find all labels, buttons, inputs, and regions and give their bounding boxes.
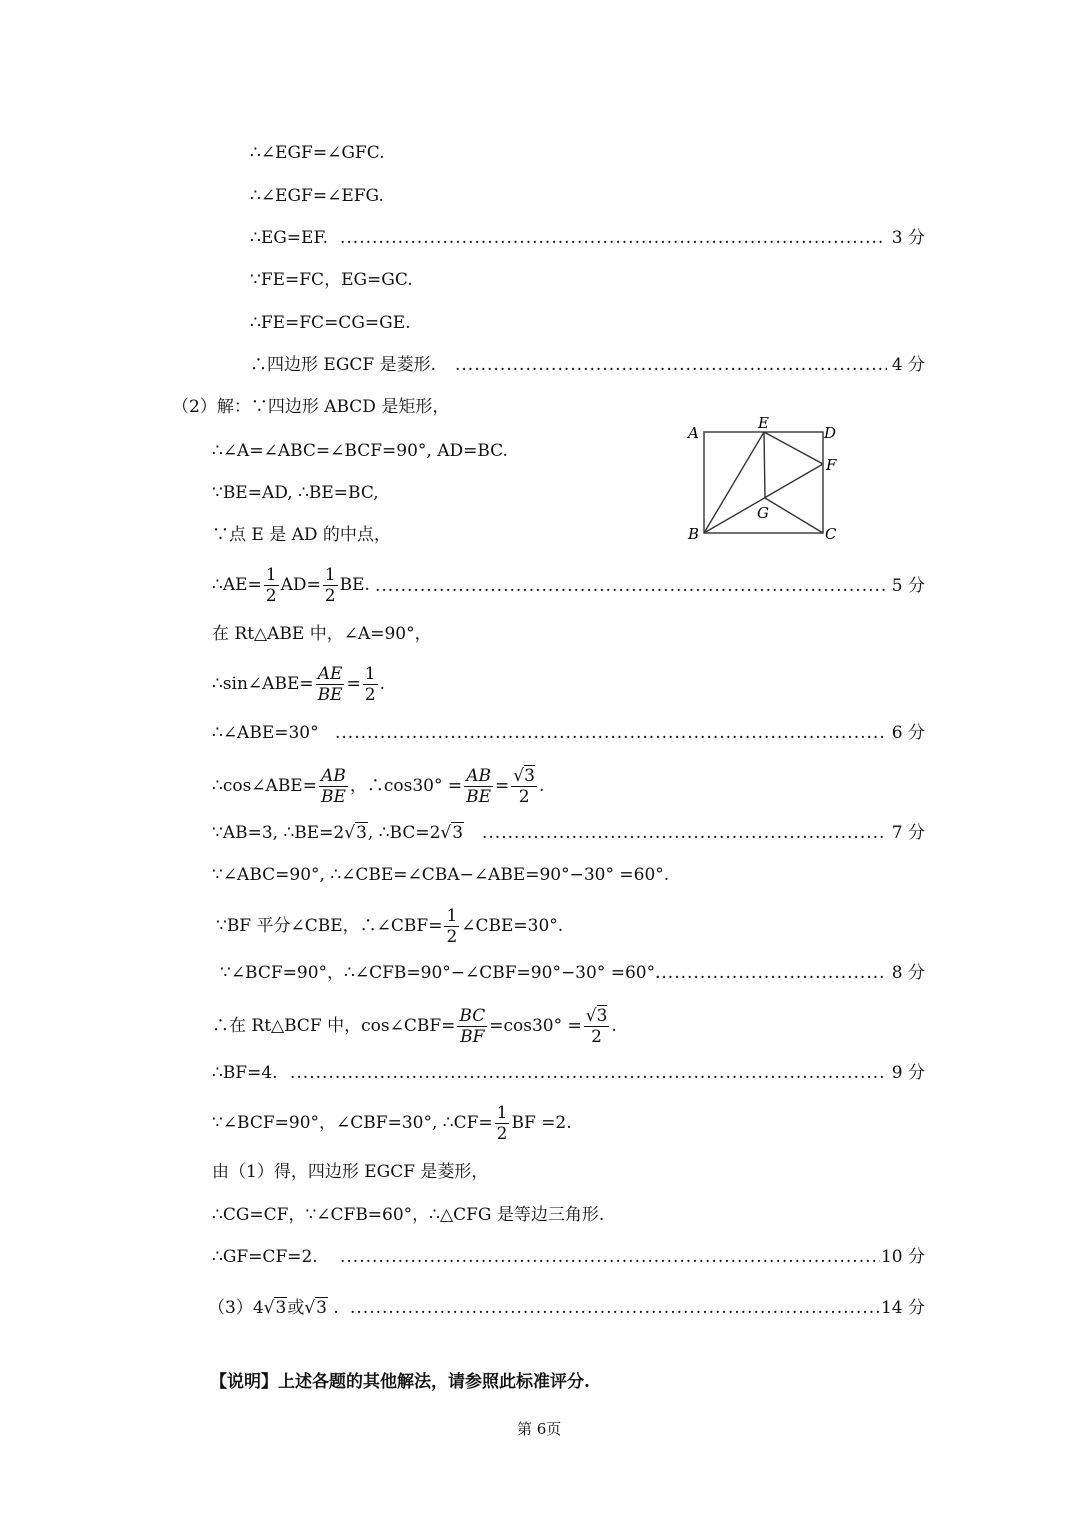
score-8: 8 分 <box>891 963 925 983</box>
score-9: 9 分 <box>891 1063 925 1083</box>
proof-line: ∴FE=FC=CG=GE. <box>250 313 411 333</box>
leader-dots <box>340 226 885 250</box>
page-number: 第 6页 <box>517 1420 562 1438</box>
proof-line: ∵点 E 是 AD 的中点， <box>212 525 391 545</box>
leader-dots <box>482 821 887 845</box>
score-3: 3 分 <box>891 228 925 248</box>
proof-line: ∴∠EGF=∠GFC. <box>250 143 385 163</box>
proof-line: ∴CG=CF，∵∠CFB=60°，∴△CFG 是等边三角形. <box>212 1205 605 1225</box>
proof-line: ∴GF=CF=2. <box>212 1247 318 1267</box>
score-5: 5 分 <box>891 576 925 596</box>
proof-line: ∵∠BCF=90°，∠CBF=30°, ∴CF= $\frac{1}{2}$ BF =2. <box>212 1103 572 1144</box>
scoring-note: 【说明】上述各题的其他解法，请参照此标准评分. <box>210 1372 590 1392</box>
score-14: 14 分 <box>880 1298 925 1318</box>
leader-dots <box>340 1245 880 1269</box>
proof-line: ∴AE= $\frac{1}{2}$ AD= $\frac{1}{2}$ BE. <box>212 565 370 606</box>
proof-line: 在 Rt△ABE 中，∠A=90°， <box>212 624 432 644</box>
proof-line: ∴∠A=∠ABC=∠BCF=90°, AD=BC. <box>212 441 508 461</box>
label-D: D <box>824 424 837 442</box>
rectangle-figure <box>680 414 850 550</box>
proof-line: ∴∠EGF=∠EFG. <box>250 186 384 206</box>
proof-line: ∵AB=3, ∴BE=2√3, ∴BC=2√3 <box>212 823 464 843</box>
proof-line: ∵∠ABC=90°, ∴∠CBE=∠CBA−∠ABE=90°−30° =60°. <box>212 865 670 885</box>
label-C: C <box>825 525 837 543</box>
leader-dots <box>455 353 887 377</box>
leader-dots <box>375 574 885 598</box>
proof-line: ∴sin∠ABE= $\frac{AE}{BE}$ = $\frac{1}{2}$ . <box>212 664 385 705</box>
part3-answer: （3）4√3或√3 . <box>208 1298 339 1318</box>
leader-dots <box>350 1296 880 1320</box>
label-G: G <box>757 504 769 522</box>
proof-line: ∴四边形 EGCF 是菱形. <box>250 355 437 375</box>
proof-line: 由（1）得，四边形 EGCF 是菱形， <box>212 1162 489 1182</box>
score-6: 6 分 <box>891 723 925 743</box>
proof-line: ∴cos∠ABE= $\frac{AB}{BE}$ ，∴cos30° = $\frac{AB}{BE}$ = $\frac{√3}{2}$ . <box>212 766 545 807</box>
label-E: E <box>758 414 769 432</box>
leader-dots <box>290 1061 887 1085</box>
proof-line: ∵BF 平分∠CBE，∴∠CBF= $\frac{1}{2}$ ∠CBE=30°. <box>216 906 564 947</box>
proof-line: ∴∠ABE=30° <box>212 723 319 743</box>
proof-line: ∵∠BCF=90°，∴∠CFB=90°−∠CBF=90°−30° =60°. <box>220 963 661 983</box>
leader-dots <box>335 721 887 745</box>
proof-line: ∴在 Rt△BCF 中，cos∠CBF= $\frac{BC}{BF}$ =cos30° = $\frac{√3}{2}$ . <box>212 1006 617 1047</box>
label-A: A <box>688 424 699 442</box>
proof-line: ∵BE=AD, ∴BE=BC, <box>212 483 379 503</box>
part2-heading: （2）解：∵四边形 ABCD 是矩形， <box>172 397 450 417</box>
proof-line: ∵FE=FC，EG=GC. <box>250 270 413 290</box>
label-B: B <box>688 525 700 543</box>
proof-line: ∴BF=4. <box>212 1063 278 1083</box>
leader-dots <box>655 961 887 985</box>
score-10: 10 分 <box>880 1247 925 1267</box>
score-4: 4 分 <box>891 355 925 375</box>
label-F: F <box>826 456 837 474</box>
score-7: 7 分 <box>891 823 925 843</box>
proof-line: ∴EG=EF. <box>250 228 329 248</box>
